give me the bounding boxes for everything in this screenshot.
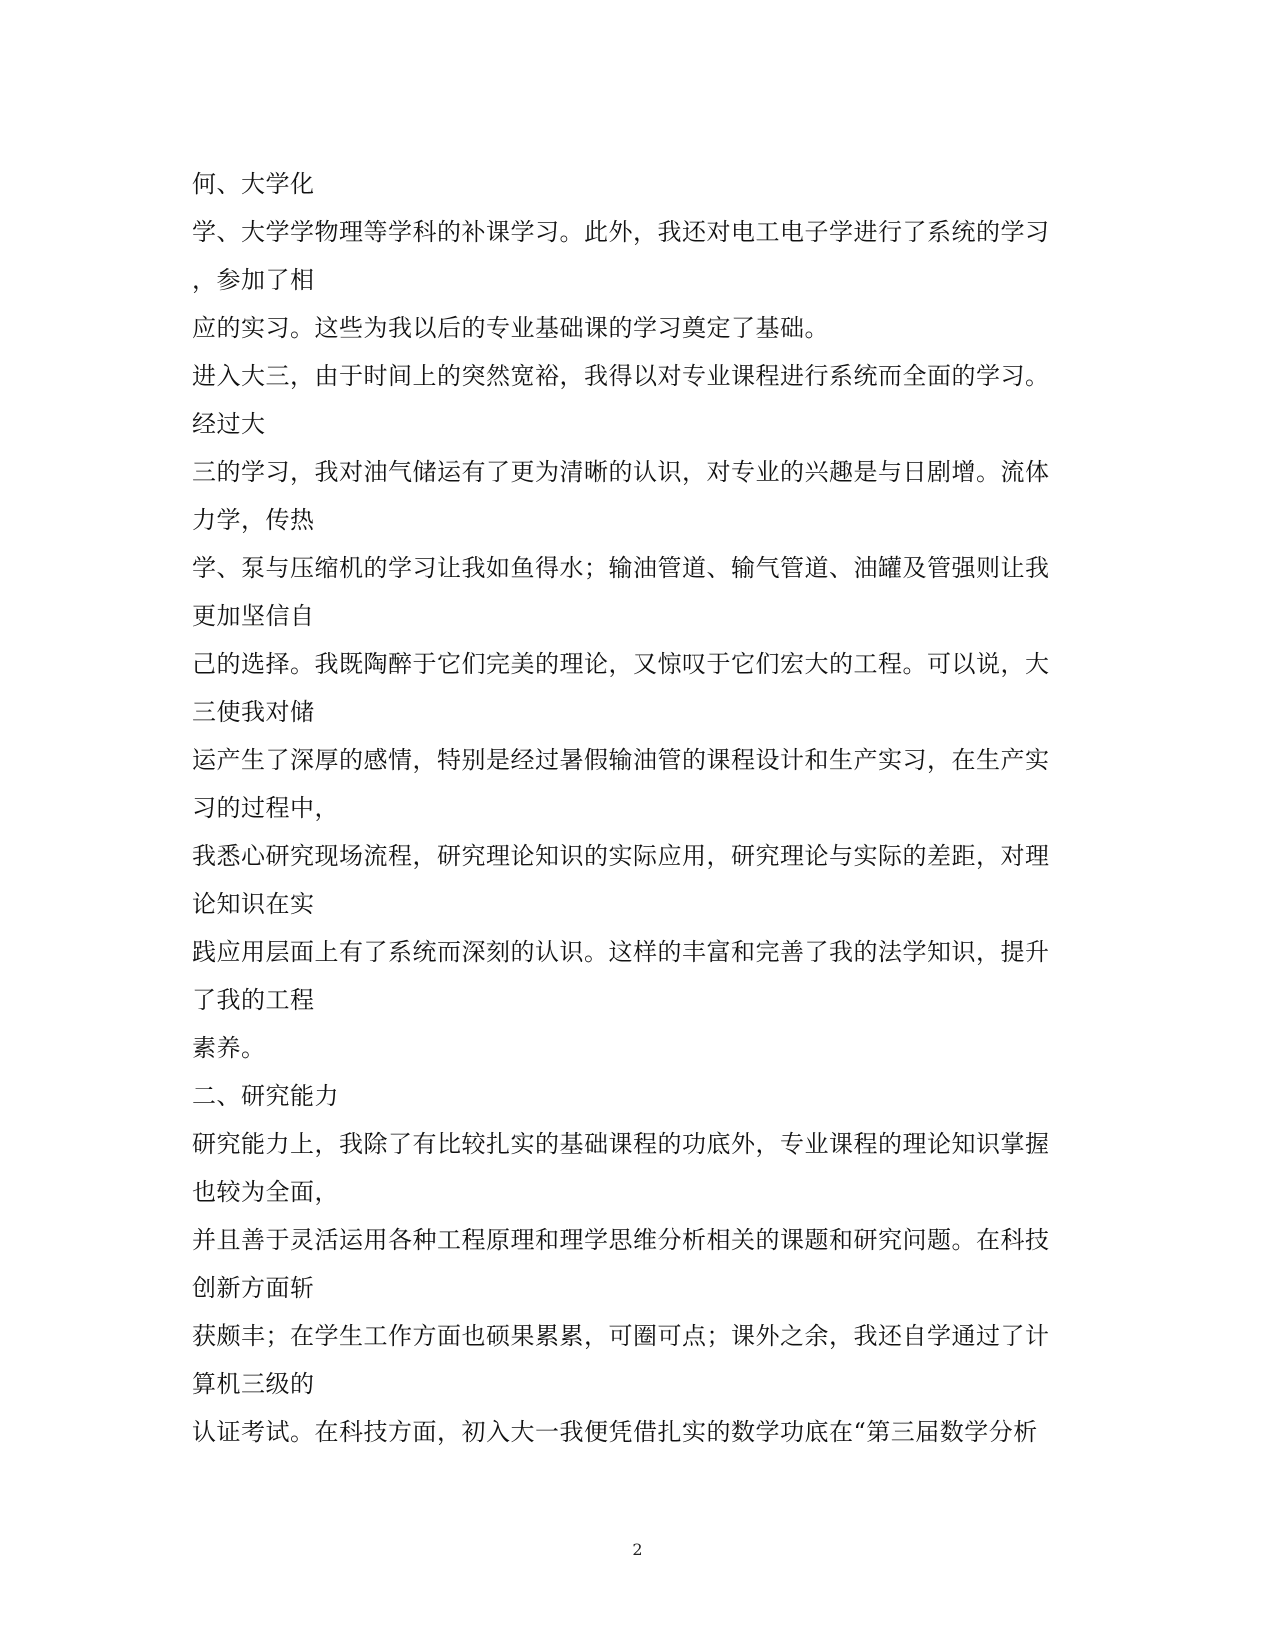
text-line: 论知识在实 (192, 890, 315, 918)
text-line: 更加坚信自 (192, 602, 315, 630)
section-heading: 二、研究能力 (192, 1082, 339, 1110)
text-line: 了我的工程 (192, 986, 315, 1014)
text-line: 进入大三，由于时间上的突然宽裕，我得以对专业课程进行系统而全面的学习。 (192, 362, 1050, 390)
text-line: 力学，传热 (192, 506, 315, 534)
text-line: 创新方面斩 (192, 1274, 315, 1302)
text-line: 学、大学学物理等学科的补课学习。此外，我还对电工电子学进行了系统的学习 (192, 218, 1050, 246)
text-line: 获颇丰；在学生工作方面也硕果累累，可圈可点；课外之余，我还自学通过了计 (192, 1322, 1050, 1350)
text-line: 学、泵与压缩机的学习让我如鱼得水；输油管道、输气管道、油罐及管强则让我 (192, 554, 1050, 582)
text-line: ，参加了相 (192, 266, 315, 294)
text-line: 也较为全面， (192, 1178, 339, 1206)
text-line: 研究能力上，我除了有比较扎实的基础课程的功底外，专业课程的理论知识掌握 (192, 1130, 1050, 1158)
text-line: 素养。 (192, 1034, 266, 1062)
text-line: 我悉心研究现场流程，研究理论知识的实际应用，研究理论与实际的差距，对理 (192, 842, 1050, 870)
text-line: 运产生了深厚的感情，特别是经过暑假输油管的课程设计和生产实习，在生产实 (192, 746, 1050, 774)
text-line: 并且善于灵活运用各种工程原理和理学思维分析相关的课题和研究问题。在科技 (192, 1226, 1050, 1254)
text-line: 认证考试。在科技方面，初入大一我便凭借扎实的数学功底在“第三届数学分析 (192, 1418, 1038, 1446)
text-line: 应的实习。这些为我以后的专业基础课的学习奠定了基础。 (192, 314, 829, 342)
page-number: 2 (632, 1540, 643, 1559)
text-line: 习的过程中， (192, 794, 339, 822)
text-line: 践应用层面上有了系统而深刻的认识。这样的丰富和完善了我的法学知识，提升 (192, 938, 1050, 966)
text-line: 算机三级的 (192, 1370, 315, 1398)
text-line: 经过大 (192, 410, 266, 438)
text-line: 己的选择。我既陶醉于它们完美的理论，又惊叹于它们宏大的工程。可以说，大 (192, 650, 1050, 678)
text-line: 何、大学化 (192, 170, 315, 198)
body-text (192, 160, 1092, 1456)
text-line: 三的学习，我对油气储运有了更为清晰的认识，对专业的兴趣是与日剧增。流体 (192, 458, 1050, 486)
text-line: 三使我对储 (192, 698, 315, 726)
